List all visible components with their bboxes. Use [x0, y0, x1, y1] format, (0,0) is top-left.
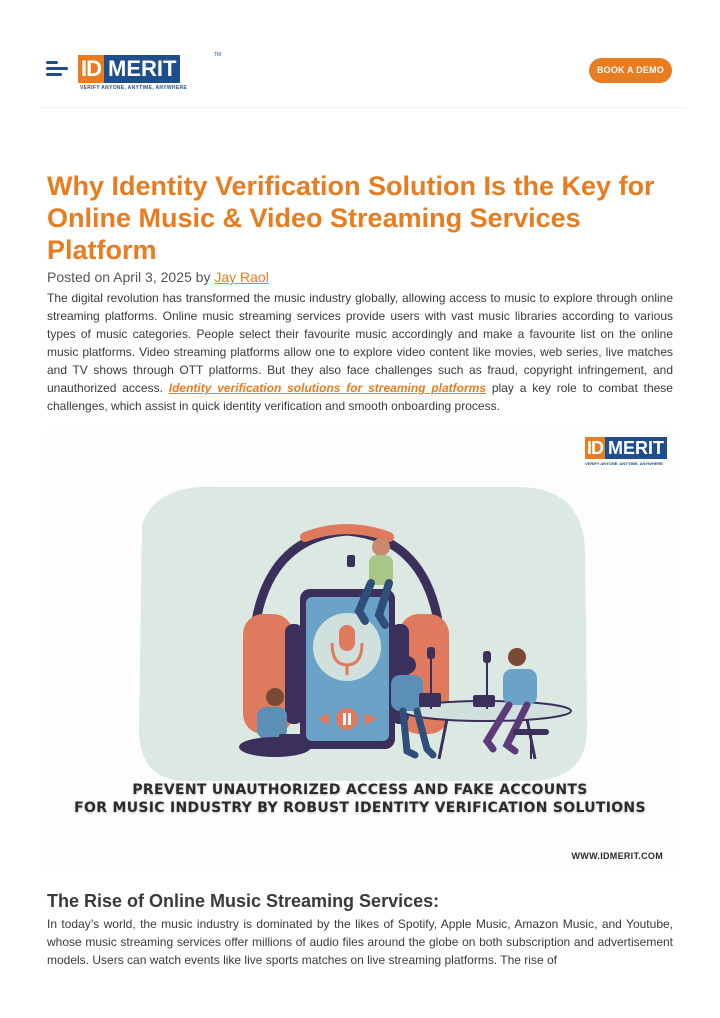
- site-header: [40, 44, 684, 108]
- person-left-laptop: [279, 734, 303, 748]
- article-title: Why Identity Verification Solution Is the Key for Online Music & Video Streaming Services Platform: [47, 171, 655, 265]
- person-top-head: [372, 538, 390, 556]
- logo-id-text: ID: [78, 55, 104, 83]
- figure-logo: [585, 437, 667, 467]
- person-top-phone: [347, 555, 355, 567]
- figure-website-url: WWW.IDMERIT.COM: [571, 851, 663, 861]
- logo-merit-text: MERIT: [104, 55, 180, 83]
- idmerit-logo[interactable]: [78, 52, 222, 91]
- identity-verification-link[interactable]: Identity verification solutions for streaming platforms: [168, 381, 486, 395]
- person-right-head: [508, 648, 526, 666]
- intro-text: The digital revolution has transformed the music industry globally, allowing access to music to explore through online streaming platforms. Online music streaming services provide users with vast music libraries according to various types of music categories. People select their favourite music accordingly and make a favourite list on the online music platforms. Video streaming platforms allow one to explore video content like movies, web series, live matches and TV shows through OTT platforms. But they also face challenges such as fraud, copyright infringement, and unauthorized access.: [47, 291, 673, 395]
- post-date: Posted on April 3, 2025 by: [47, 269, 215, 285]
- pause-bar-left: [343, 713, 346, 725]
- author-link[interactable]: Jay Raol: [214, 269, 269, 285]
- figure-logo-tagline: VERIFY ANYONE, ANYTIME, ANYWHERE: [585, 461, 663, 466]
- figure-caption-line2: FOR MUSIC INDUSTRY BY ROBUST IDENTITY VERIFICATION SOLUTIONS: [74, 800, 646, 816]
- pause-bar-right: [348, 713, 351, 725]
- intro-text-end: play a key role to combat these challenges, which assist in quick identity verification and smooth onboarding process.: [47, 381, 673, 413]
- mic-left: [427, 647, 435, 659]
- article-illustration: [47, 429, 673, 871]
- hamburger-menu-icon[interactable]: [46, 61, 68, 77]
- section-heading: The Rise of Online Music Streaming Services:: [47, 891, 440, 911]
- figure-logo-merit: MERIT: [605, 437, 667, 459]
- post-meta: [47, 269, 269, 285]
- figure-logo-id: ID: [587, 438, 603, 458]
- person-right-body: [503, 669, 537, 705]
- section-paragraph: In today’s world, the music industry is dominated by the likes of Spotify, Apple Music, Amazon Music, and Youtube, whose music streaming services offer millions of audio files around the globe on both subscription and advertisement models. Users can watch events like live sports matches on live streaming platforms. The rise of: [47, 917, 673, 967]
- person-mid-head: [398, 656, 416, 674]
- mic-right: [483, 651, 491, 663]
- mic-head: [339, 625, 355, 651]
- person-mid-body: [391, 675, 423, 711]
- chair-seat: [513, 729, 549, 735]
- intro-paragraph: [47, 289, 673, 415]
- pause-button: [336, 708, 358, 730]
- logo-tagline: VERIFY ANYONE, ANYTIME, ANYWHERE: [80, 85, 188, 91]
- book-a-demo-button[interactable]: BOOK A DEMO: [589, 58, 672, 83]
- figure-caption-line1: PREVENT UNAUTHORIZED ACCESS AND FAKE ACCOUNTS: [132, 782, 588, 798]
- person-right-laptop: [473, 695, 495, 707]
- person-left-head: [266, 688, 284, 706]
- logo-trademark: TM: [214, 52, 222, 58]
